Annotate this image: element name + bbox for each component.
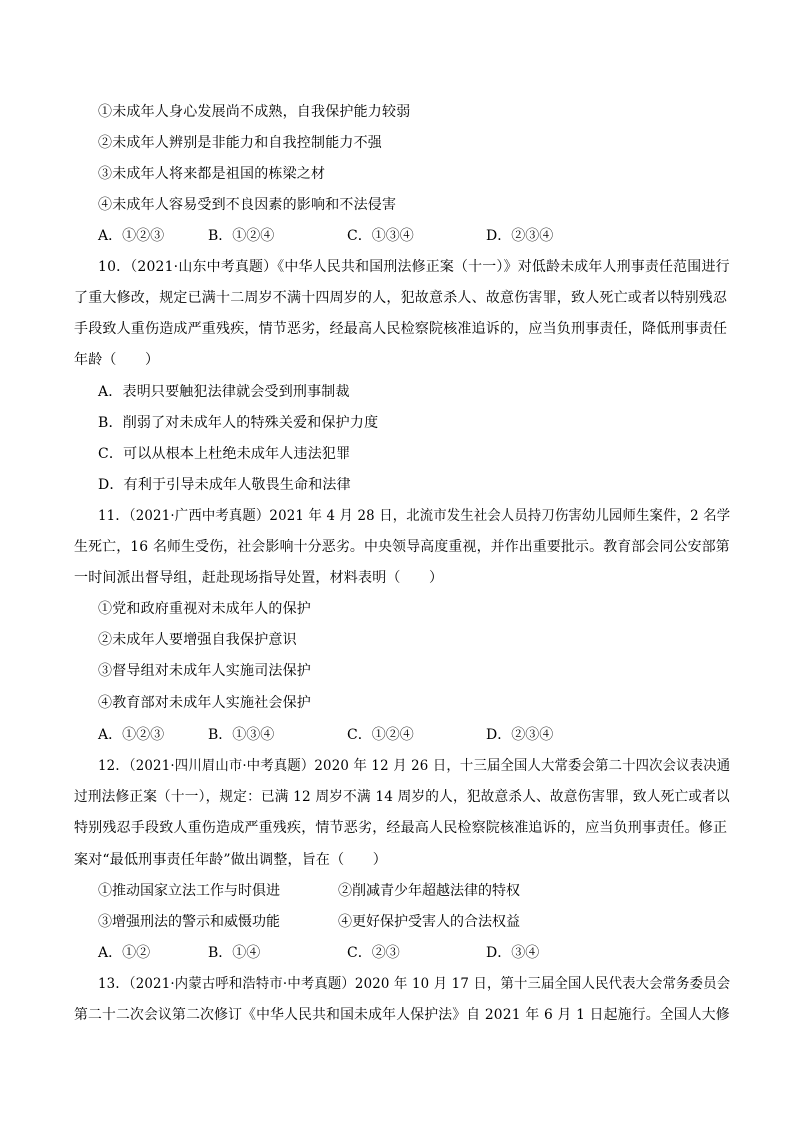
q10-choice-b: B．削弱了对未成年人的特殊关爱和保护力度 [98,415,379,431]
q12-stem-line-1: 12．（2021·四川眉山市·中考真题）2020 年 12 月 26 日，十三届全国人大常委会第二十四次会议表决通 [98,758,731,774]
q9-option-c: C．①③④ [347,228,414,244]
q12-item-4: ④更好保护受害人的合法权益 [338,914,520,930]
q9-item-2: ②未成年人辨别是非能力和自我控制能力不强 [98,135,382,151]
q10-choice-a: A．表明只要触犯法律就会受到刑事制裁 [98,384,350,400]
q11-stem-line-2: 生死亡，16 名师生受伤，社会影响十分恶劣。中央领导高度重视，并作出重要批示。教育部会同公安部第 [74,539,730,555]
q11-option-c: C．①②④ [347,727,414,743]
q11-item-2: ②未成年人要增强自我保护意识 [98,632,297,648]
q12-stem-line-3: 特别残忍手段致人重伤造成严重残疾，情节恶劣，经最高人民检察院核准追诉的，应当负刑事责任。修正 [74,820,728,836]
q10-stem-line-2: 了重大修改，规定已满十二周岁不满十四周岁的人，犯故意杀人、故意伤害罪，致人死亡或者以特别残忍 [74,290,728,306]
q12-option-c: C．②③ [347,945,400,961]
q9-option-a: A．①②③ [98,228,165,244]
q12-item-3: ③增强刑法的警示和威慑功能 [98,914,280,930]
q9-option-d: D．②③④ [486,228,554,244]
q11-option-d: D．②③④ [486,727,554,743]
q12-option-d: D．③④ [486,945,540,961]
q12-option-a: A．①② [98,945,151,961]
q12-item-2: ②削减青少年超越法律的特权 [338,883,520,899]
q11-option-b: B．①③④ [208,727,275,743]
q11-item-3: ③督导组对未成年人实施司法保护 [98,663,311,679]
q10-stem-line-1: 10．（2021·山东中考真题）《中华人民共和国刑法修正案（十一）》对低龄未成年人刑事责任范围进行 [98,259,730,275]
q11-stem-line-3: 一时间派出督导组，赶赴现场指导处置，材料表明（ ） [74,570,444,586]
q11-item-4: ④教育部对未成年人实施社会保护 [98,695,311,711]
q10-choice-c: C．可以从根本上杜绝未成年人违法犯罪 [98,446,351,462]
q12-stem-line-4: 案对“最低刑事责任年龄”做出调整，旨在（ ） [74,852,387,868]
q10-stem-line-3: 手段致人重伤造成严重残疾，情节恶劣，经最高人民检察院核准追诉的，应当负刑事责任，降低刑事责任 [74,321,728,337]
q9-item-1: ①未成年人身心发展尚不成熟，自我保护能力较弱 [98,104,411,120]
q11-stem-line-1: 11．（2021·广西中考真题）2021 年 4 月 28 日，北流市发生社会人员持刀伤害幼儿园师生案件，2 名学 [98,508,731,524]
q9-option-b: B．①②④ [208,228,275,244]
q13-stem-line-2: 第二十二次会议第二次修订《中华人民共和国未成年人保护法》自 2021 年 6 月 1 日起施行。全国人大修 [74,1007,730,1023]
q13-stem-line-1: 13．（2021·内蒙古呼和浩特市·中考真题）2020 年 10 月 17 日，第十三届全国人民代表大会常务委员会 [98,976,731,992]
q10-stem-line-4: 年龄（ ） [74,352,160,368]
q12-item-1: ①推动国家立法工作与时俱进 [98,883,280,899]
q9-item-3: ③未成年人将来都是祖国的栋梁之材 [98,166,326,182]
q10-choice-d: D．有利于引导未成年人敬畏生命和法律 [98,477,351,493]
q11-item-1: ①党和政府重视对未成年人的保护 [98,601,311,617]
q12-option-b: B．①④ [208,945,261,961]
q11-option-a: A．①②③ [98,727,165,743]
q9-item-4: ④未成年人容易受到不良因素的影响和不法侵害 [98,197,397,213]
q12-stem-line-2: 过刑法修正案（十一），规定：已满 12 周岁不满 14 周岁的人，犯故意杀人、故意伤害罪，致人死亡或者以 [74,789,730,805]
